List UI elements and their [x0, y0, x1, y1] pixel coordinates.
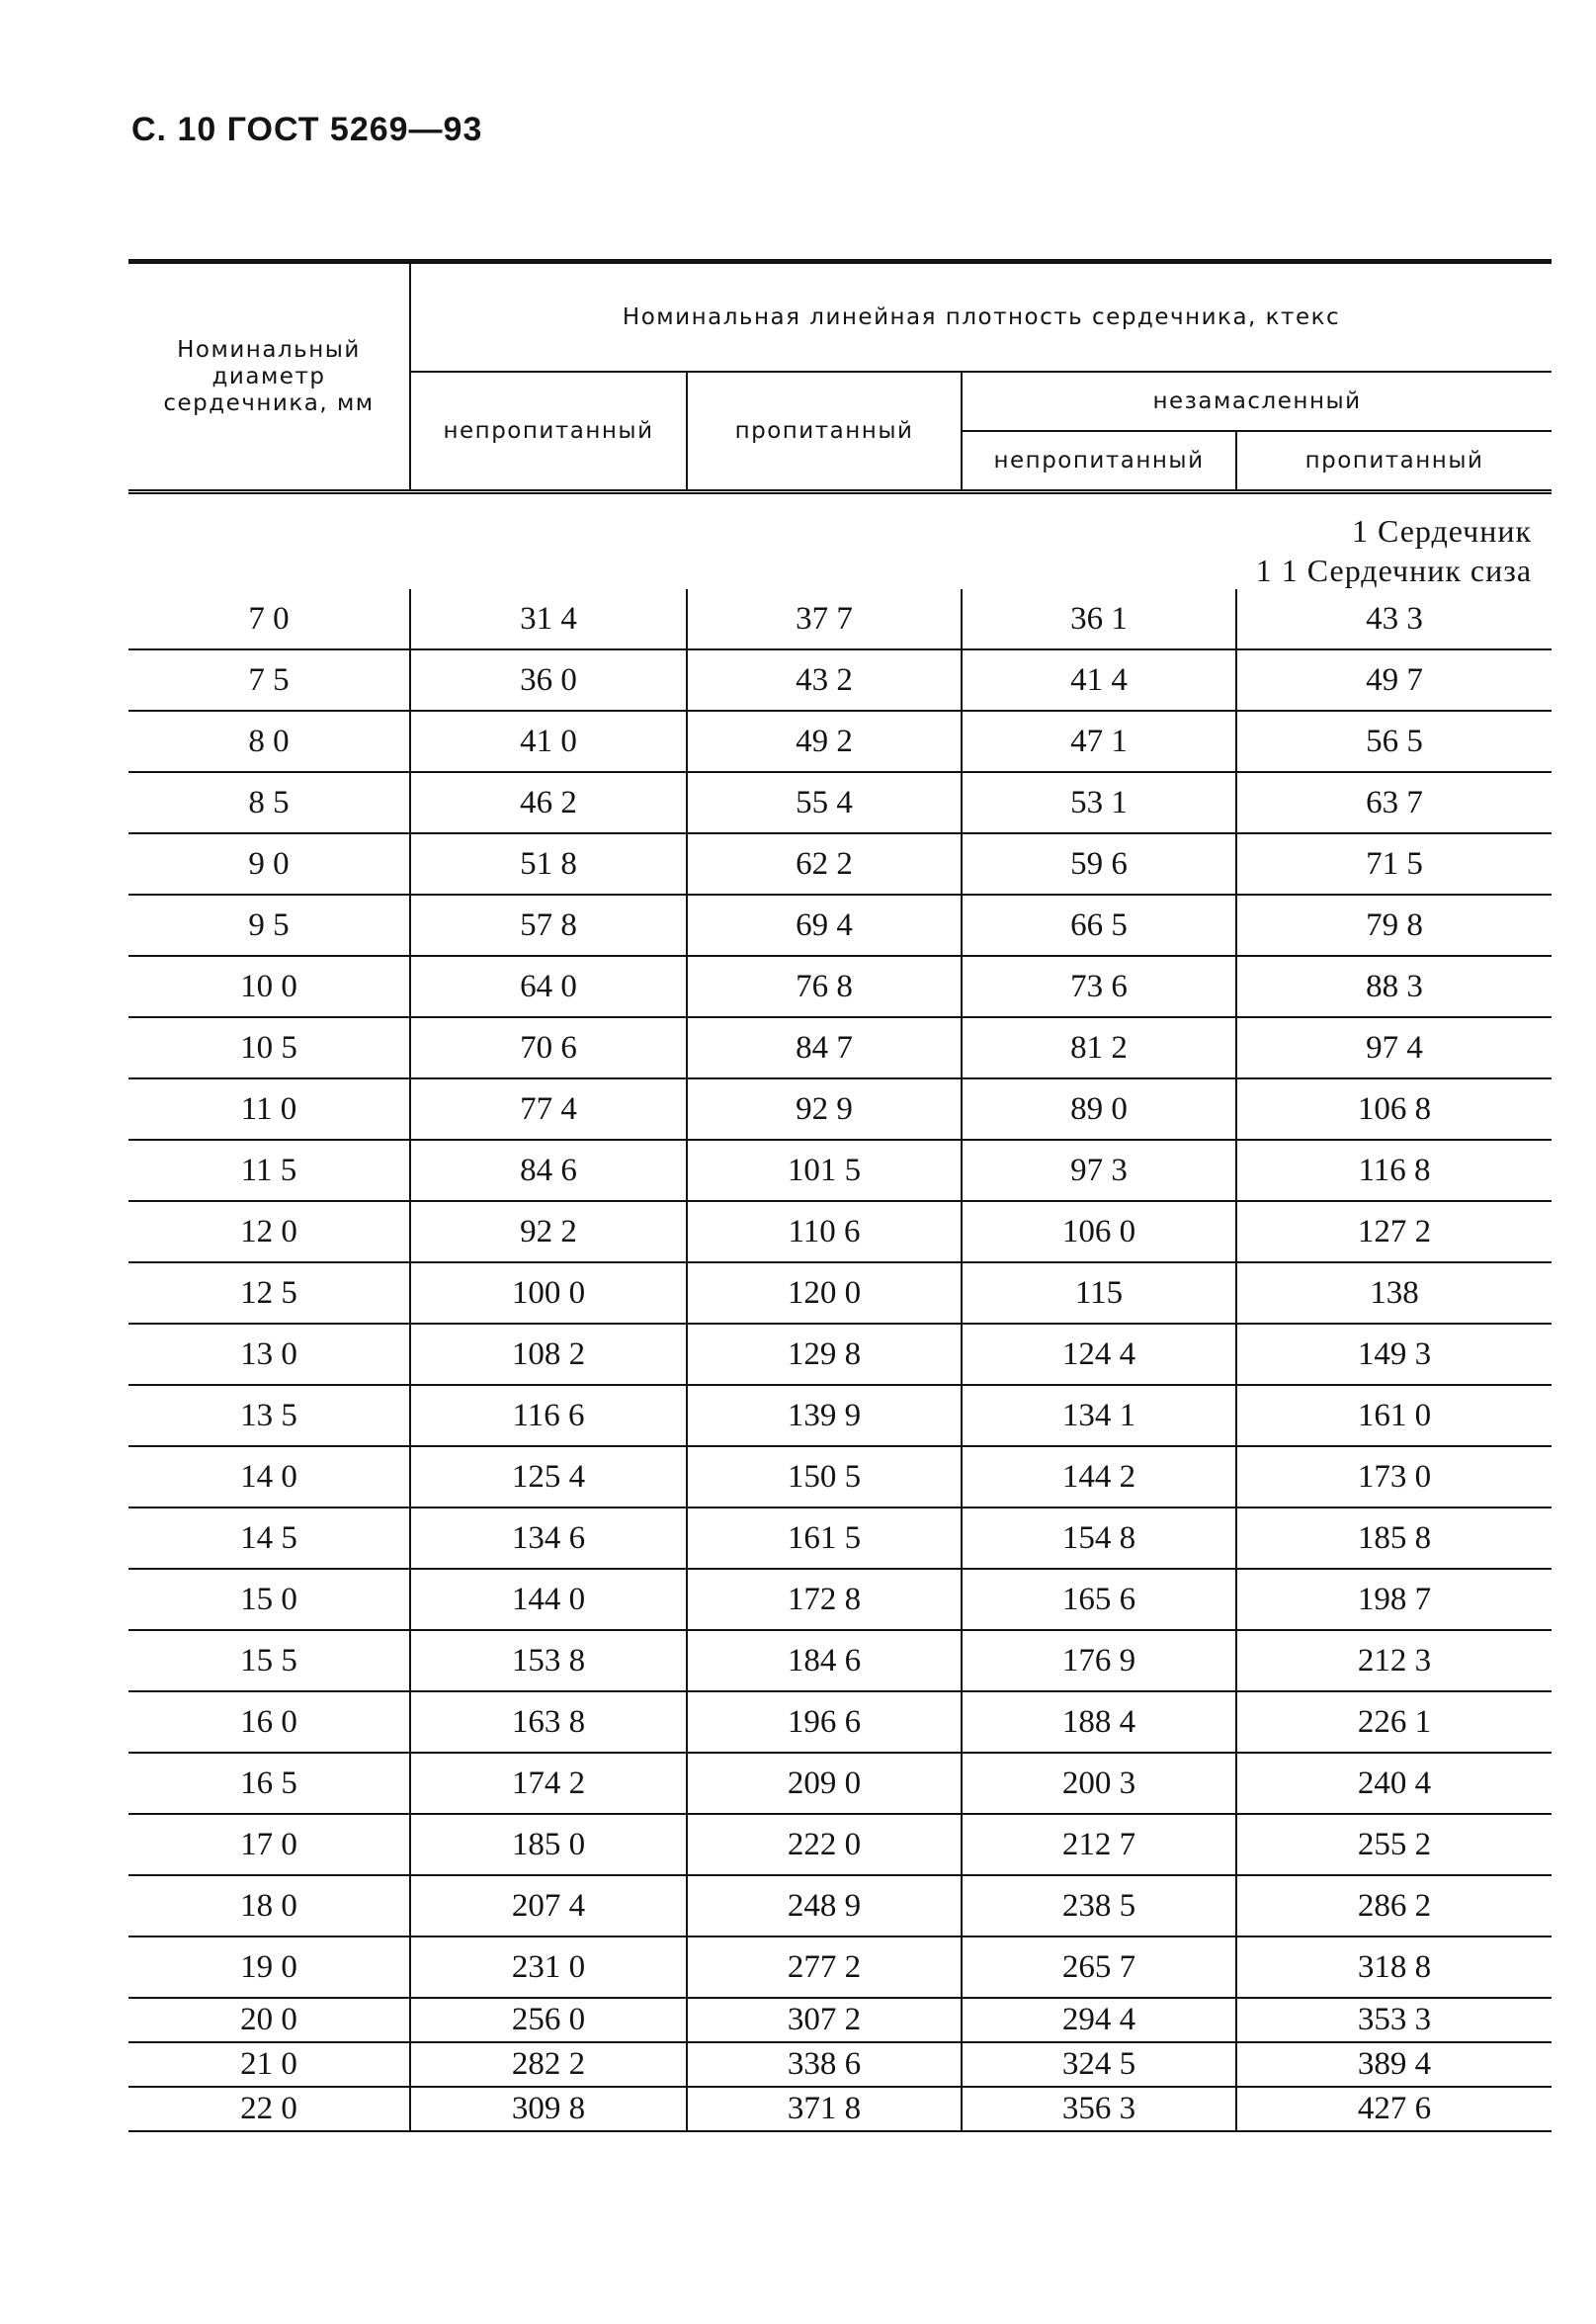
- non-oiled-impregnated-cell: 389 4: [1236, 2042, 1552, 2087]
- unimpregnated-cell: 64 0: [410, 956, 687, 1017]
- diameter-cell: 8 0: [128, 711, 410, 772]
- non-oiled-unimpregnated-cell: 144 2: [962, 1446, 1236, 1507]
- impregnated-cell: 307 2: [687, 1998, 962, 2042]
- unimpregnated-cell: 231 0: [410, 1937, 687, 1998]
- table-row: [128, 1998, 1552, 2042]
- impregnated-cell: 92 9: [687, 1078, 962, 1140]
- non-oiled-unimpregnated-cell: 73 6: [962, 956, 1236, 1017]
- subsection-title: 1 1 Сердечник сиза: [1255, 553, 1533, 588]
- non-oiled-unimpregnated-cell: 115: [962, 1262, 1236, 1324]
- table-row: [128, 2087, 1552, 2131]
- impregnated-cell: 196 6: [687, 1691, 962, 1753]
- impregnated-cell: 371 8: [687, 2087, 962, 2131]
- non-oiled-unimpregnated-cell: 97 3: [962, 1140, 1236, 1201]
- table-row: [128, 1140, 1552, 1201]
- non-oiled-impregnated-cell: 255 2: [1236, 1814, 1552, 1875]
- table-row: [128, 2042, 1552, 2087]
- table-head: [128, 262, 1552, 492]
- section-block: [128, 492, 1552, 590]
- unimpregnated-cell: 125 4: [410, 1446, 687, 1507]
- non-oiled-unimpregnated-cell: 53 1: [962, 772, 1236, 833]
- table-row: [128, 1937, 1552, 1998]
- non-oiled-unimpregnated-cell: 356 3: [962, 2087, 1236, 2131]
- table-row: [128, 1078, 1552, 1140]
- table-body: [128, 589, 1552, 2131]
- non-oiled-unimpregnated-cell: 36 1: [962, 589, 1236, 649]
- non-oiled-impregnated-cell: 149 3: [1236, 1324, 1552, 1385]
- non-oiled-unimpregnated-cell: 81 2: [962, 1017, 1236, 1078]
- diameter-cell: 20 0: [128, 1998, 410, 2042]
- impregnated-cell: 338 6: [687, 2042, 962, 2087]
- unimpregnated-cell: 116 6: [410, 1385, 687, 1446]
- table-row: [128, 895, 1552, 956]
- non-oiled-unimpregnated-cell: 106 0: [962, 1201, 1236, 1262]
- density-table-wrap: [128, 259, 1552, 2132]
- unimpregnated-header: непропитанный: [410, 372, 687, 492]
- non-oiled-unimpregnated-cell: 89 0: [962, 1078, 1236, 1140]
- diameter-cell: 11 5: [128, 1140, 410, 1201]
- non-oiled-impregnated-cell: 318 8: [1236, 1937, 1552, 1998]
- table-row: [128, 1753, 1552, 1814]
- non-oiled-header: незамасленный: [962, 372, 1552, 431]
- table-row: [128, 1017, 1552, 1078]
- impregnated-cell: 150 5: [687, 1446, 962, 1507]
- diameter-cell: 14 5: [128, 1507, 410, 1569]
- unimpregnated-cell: 31 4: [410, 589, 687, 649]
- non-oiled-impregnated-cell: 286 2: [1236, 1875, 1552, 1937]
- unimpregnated-cell: 100 0: [410, 1262, 687, 1324]
- diameter-cell: 10 5: [128, 1017, 410, 1078]
- unimpregnated-cell: 309 8: [410, 2087, 687, 2131]
- non-oiled-impregnated-cell: 161 0: [1236, 1385, 1552, 1446]
- unimpregnated-cell: 51 8: [410, 833, 687, 895]
- density-header: Номинальная линейная плотность сердечника, ктекс: [410, 262, 1552, 373]
- non-oiled-impregnated-cell: 116 8: [1236, 1140, 1552, 1201]
- table-row: [128, 1875, 1552, 1937]
- unimpregnated-cell: 41 0: [410, 711, 687, 772]
- non-oiled-impregnated-cell: 43 3: [1236, 589, 1552, 649]
- diameter-cell: 14 0: [128, 1446, 410, 1507]
- table-row: [128, 1569, 1552, 1630]
- non-oiled-unimpregnated-cell: 154 8: [962, 1507, 1236, 1569]
- unimpregnated-cell: 153 8: [410, 1630, 687, 1691]
- unimpregnated-cell: 282 2: [410, 2042, 687, 2087]
- diameter-cell: 13 0: [128, 1324, 410, 1385]
- impregnated-cell: 120 0: [687, 1262, 962, 1324]
- non-oiled-unimpregnated-cell: 265 7: [962, 1937, 1236, 1998]
- table-row: [128, 772, 1552, 833]
- non-oiled-unimpregnated-cell: 200 3: [962, 1753, 1236, 1814]
- diameter-cell: 17 0: [128, 1814, 410, 1875]
- unimpregnated-cell: 70 6: [410, 1017, 687, 1078]
- impregnated-cell: 76 8: [687, 956, 962, 1017]
- diameter-cell: 7 0: [128, 589, 410, 649]
- diameter-cell: 16 0: [128, 1691, 410, 1753]
- diameter-cell: 7 5: [128, 649, 410, 711]
- non-oiled-impregnated-cell: 173 0: [1236, 1446, 1552, 1507]
- impregnated-cell: 101 5: [687, 1140, 962, 1201]
- impregnated-cell: 248 9: [687, 1875, 962, 1937]
- unimpregnated-cell: 144 0: [410, 1569, 687, 1630]
- table-row: [128, 649, 1552, 711]
- diameter-cell: 12 5: [128, 1262, 410, 1324]
- impregnated-cell: 69 4: [687, 895, 962, 956]
- diameter-cell: 8 5: [128, 772, 410, 833]
- unimpregnated-cell: 46 2: [410, 772, 687, 833]
- diameter-cell: 22 0: [128, 2087, 410, 2131]
- table-row: [128, 1201, 1552, 1262]
- non-oiled-unimpregnated-cell: 41 4: [962, 649, 1236, 711]
- non-oiled-unimpregnated-cell: 324 5: [962, 2042, 1236, 2087]
- diameter-cell: 18 0: [128, 1875, 410, 1937]
- section-title: 1 Сердечник: [1351, 513, 1533, 549]
- impregnated-cell: 277 2: [687, 1937, 962, 1998]
- impregnated-cell: 129 8: [687, 1324, 962, 1385]
- non-oiled-impregnated-cell: 226 1: [1236, 1691, 1552, 1753]
- unimpregnated-cell: 134 6: [410, 1507, 687, 1569]
- non-oiled-unimpregnated-cell: 66 5: [962, 895, 1236, 956]
- impregnated-cell: 222 0: [687, 1814, 962, 1875]
- impregnated-cell: 161 5: [687, 1507, 962, 1569]
- non-oiled-unimpregnated-cell: 47 1: [962, 711, 1236, 772]
- non-oiled-unimpregnated-cell: 176 9: [962, 1630, 1236, 1691]
- table-row: [128, 711, 1552, 772]
- unimpregnated-cell: 185 0: [410, 1814, 687, 1875]
- impregnated-cell: 55 4: [687, 772, 962, 833]
- table-row: [128, 1262, 1552, 1324]
- diameter-cell: 10 0: [128, 956, 410, 1017]
- unimpregnated-cell: 92 2: [410, 1201, 687, 1262]
- non-oiled-impregnated-cell: 240 4: [1236, 1753, 1552, 1814]
- table-row: [128, 1691, 1552, 1753]
- impregnated-cell: 209 0: [687, 1753, 962, 1814]
- table-row: [128, 956, 1552, 1017]
- non-oiled-impregnated-cell: 427 6: [1236, 2087, 1552, 2131]
- diameter-cell: 9 5: [128, 895, 410, 956]
- non-oiled-impregnated-cell: 97 4: [1236, 1017, 1552, 1078]
- impregnated-cell: 184 6: [687, 1630, 962, 1691]
- unimpregnated-cell: 207 4: [410, 1875, 687, 1937]
- table-row: [128, 1446, 1552, 1507]
- density-table: [128, 259, 1552, 2132]
- non-oiled-unimpregnated-cell: 165 6: [962, 1569, 1236, 1630]
- impregnated-cell: 84 7: [687, 1017, 962, 1078]
- table-row: [128, 1507, 1552, 1569]
- non-oiled-unimpregnated-cell: 294 4: [962, 1998, 1236, 2042]
- unimpregnated-cell: 77 4: [410, 1078, 687, 1140]
- non-oiled-impregnated-cell: 138: [1236, 1262, 1552, 1324]
- diameter-cell: 21 0: [128, 2042, 410, 2087]
- table-row: [128, 1630, 1552, 1691]
- unimpregnated-cell: 256 0: [410, 1998, 687, 2042]
- impregnated-cell: 43 2: [687, 649, 962, 711]
- impregnated-cell: 37 7: [687, 589, 962, 649]
- non-oiled-impregnated-header: пропитанный: [1236, 431, 1552, 492]
- impregnated-cell: 172 8: [687, 1569, 962, 1630]
- non-oiled-impregnated-cell: 56 5: [1236, 711, 1552, 772]
- non-oiled-unimpregnated-cell: 134 1: [962, 1385, 1236, 1446]
- non-oiled-impregnated-cell: 106 8: [1236, 1078, 1552, 1140]
- non-oiled-unimpregnated-cell: 212 7: [962, 1814, 1236, 1875]
- non-oiled-impregnated-cell: 127 2: [1236, 1201, 1552, 1262]
- non-oiled-unimpregnated-cell: 59 6: [962, 833, 1236, 895]
- non-oiled-impregnated-cell: 353 3: [1236, 1998, 1552, 2042]
- diameter-cell: 15 5: [128, 1630, 410, 1691]
- non-oiled-impregnated-cell: 79 8: [1236, 895, 1552, 956]
- table-row: [128, 833, 1552, 895]
- diameter-header: Номинальный диаметр сердечника, мм: [128, 262, 410, 492]
- diameter-cell: 9 0: [128, 833, 410, 895]
- diameter-cell: 19 0: [128, 1937, 410, 1998]
- non-oiled-impregnated-cell: 71 5: [1236, 833, 1552, 895]
- diameter-cell: 15 0: [128, 1569, 410, 1630]
- non-oiled-unimpregnated-header: непропитанный: [962, 431, 1236, 492]
- impregnated-cell: 110 6: [687, 1201, 962, 1262]
- unimpregnated-cell: 57 8: [410, 895, 687, 956]
- non-oiled-impregnated-cell: 63 7: [1236, 772, 1552, 833]
- non-oiled-impregnated-cell: 49 7: [1236, 649, 1552, 711]
- non-oiled-impregnated-cell: 198 7: [1236, 1569, 1552, 1630]
- impregnated-cell: 62 2: [687, 833, 962, 895]
- diameter-cell: 12 0: [128, 1201, 410, 1262]
- unimpregnated-cell: 108 2: [410, 1324, 687, 1385]
- table-row: [128, 1385, 1552, 1446]
- impregnated-header: пропитанный: [687, 372, 962, 492]
- table-row: [128, 1814, 1552, 1875]
- unimpregnated-cell: 84 6: [410, 1140, 687, 1201]
- diameter-cell: 16 5: [128, 1753, 410, 1814]
- page-header: С. 10 ГОСТ 5269—93: [131, 111, 483, 148]
- non-oiled-unimpregnated-cell: 188 4: [962, 1691, 1236, 1753]
- diameter-cell: 11 0: [128, 1078, 410, 1140]
- non-oiled-impregnated-cell: 212 3: [1236, 1630, 1552, 1691]
- unimpregnated-cell: 36 0: [410, 649, 687, 711]
- diameter-cell: 13 5: [128, 1385, 410, 1446]
- unimpregnated-cell: 174 2: [410, 1753, 687, 1814]
- non-oiled-impregnated-cell: 185 8: [1236, 1507, 1552, 1569]
- non-oiled-impregnated-cell: 88 3: [1236, 956, 1552, 1017]
- table-row: [128, 1324, 1552, 1385]
- impregnated-cell: 139 9: [687, 1385, 962, 1446]
- non-oiled-unimpregnated-cell: 124 4: [962, 1324, 1236, 1385]
- non-oiled-unimpregnated-cell: 238 5: [962, 1875, 1236, 1937]
- impregnated-cell: 49 2: [687, 711, 962, 772]
- unimpregnated-cell: 163 8: [410, 1691, 687, 1753]
- table-row: [128, 589, 1552, 649]
